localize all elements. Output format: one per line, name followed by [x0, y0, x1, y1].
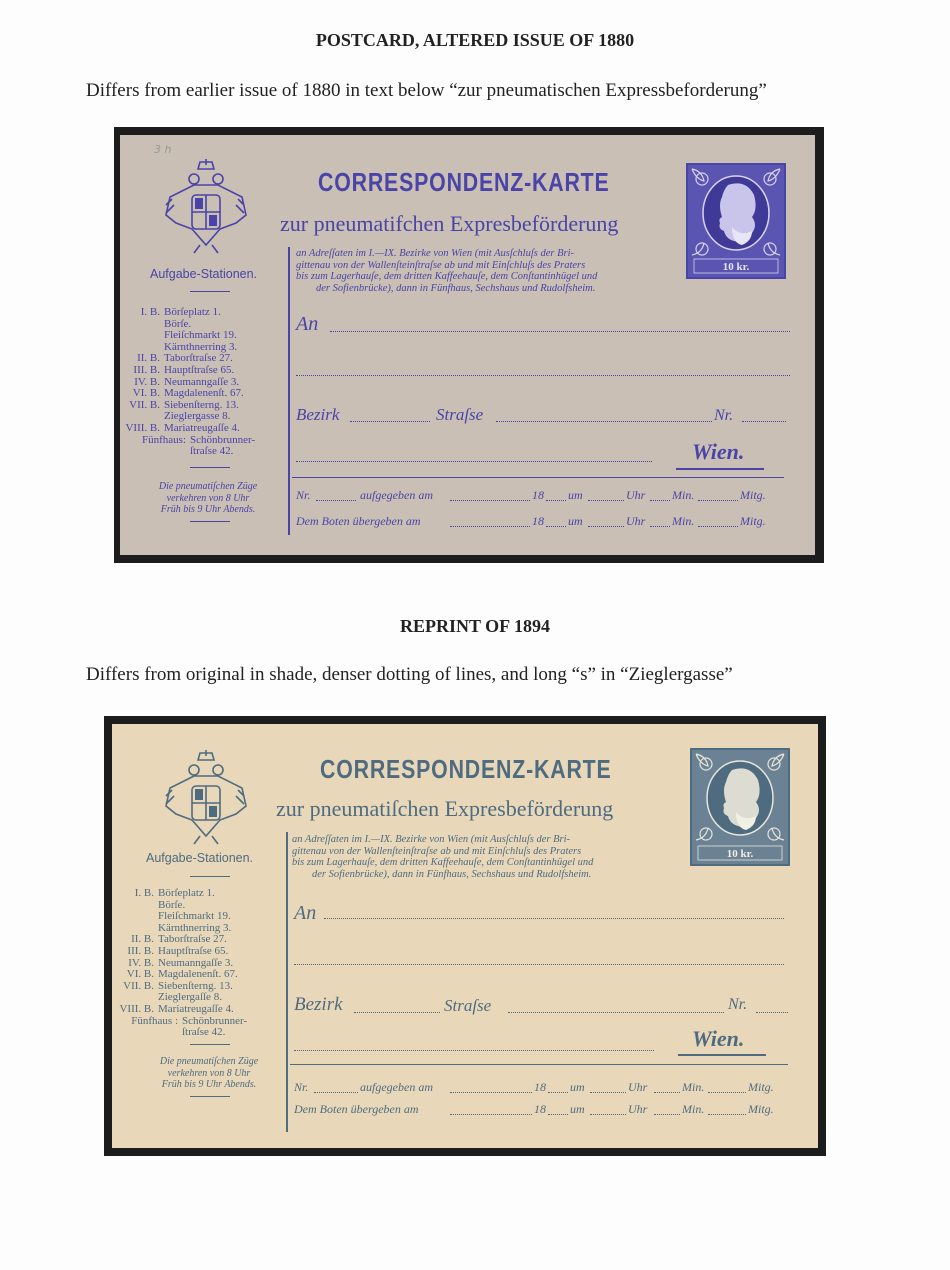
page-title: POSTCARD, ALTERED ISSUE OF 1880 [315, 30, 635, 50]
schedule-note: Die pneumatiſchen Züge verkehren von 8 Uhr Früh bis 9 Uhr Abends. [159, 1056, 259, 1090]
row2-line [708, 1114, 746, 1115]
stations-list [114, 888, 247, 1039]
row2-boten: Dem Boten übergeben am [296, 514, 421, 528]
station-row: Fünfhaus : Schönbrunner- [131, 1014, 248, 1027]
franz-joseph-portrait-icon [688, 165, 784, 277]
row1-line [650, 500, 670, 501]
station-row: I. B. Börſeplatz 1. [140, 306, 221, 318]
card-heading: CORRESPONDENZ-KARTE [318, 167, 610, 197]
address-line [324, 918, 784, 919]
station-row: III. B. Hauptſtraſse 65. [133, 363, 235, 376]
station-row: Kärnthnerring 3. [164, 340, 238, 353]
wien-underline [676, 468, 764, 470]
divider [190, 291, 230, 292]
divider [190, 1044, 230, 1045]
row1-line [314, 1092, 358, 1093]
row1-line [590, 1092, 626, 1093]
row2-line [450, 526, 530, 527]
row2-mitg: Mitg. [748, 1102, 774, 1116]
postcard-reprint [112, 724, 818, 1148]
station-row: Fleiſchmarkt 19. [158, 910, 231, 923]
reprint-description: Differs from original in shade, denser dotting of lines, and long “s” in “Zieglergasse” [86, 664, 733, 685]
vertical-rule [286, 832, 288, 1132]
row2-line [588, 526, 624, 527]
station-row: I. B. Börſeplatz 1. [134, 887, 215, 899]
double-eagle-icon [162, 748, 250, 846]
row1-um: um [568, 488, 583, 502]
station-row: VIII. B. Mariatreugaſſe 4. [119, 1002, 234, 1015]
row1-line [654, 1092, 680, 1093]
row2-line [546, 526, 566, 527]
row1-um: um [570, 1080, 585, 1094]
row1-year: 18 [532, 488, 544, 502]
double-eagle-icon [162, 157, 250, 255]
row2-line [654, 1114, 680, 1115]
schedule-note: Die pneumatiſchen Züge verkehren von 8 Uhr Früh bis 9 Uhr Abends. [158, 481, 258, 515]
station-row: VII. B. Siebenſterng. 13. [123, 979, 233, 992]
row1-line [548, 1092, 568, 1093]
row1-uhr: Uhr [628, 1080, 648, 1094]
row2-line [590, 1114, 626, 1115]
row1-nr: Nr. [294, 1080, 309, 1094]
row1-aufgegeben: aufgegeben am [360, 488, 433, 502]
station-row: II. B. Taborſtraſse 27. [137, 352, 233, 365]
station-row: VIII. B. Mariatreugaſſe 4. [125, 421, 240, 434]
row1-mitg: Mitg. [740, 488, 766, 502]
strasse-label: Straſse [444, 996, 492, 1015]
nr-line [756, 1012, 788, 1013]
station-row: Kärnthnerring 3. [158, 921, 232, 934]
stamp [690, 748, 790, 866]
row2-um: um [568, 514, 583, 528]
stations-title: Aufgabe-Stationen. [150, 267, 258, 281]
row2-line [650, 526, 670, 527]
row1-min: Min. [672, 488, 695, 502]
address-line [296, 375, 790, 376]
city-line [296, 461, 652, 462]
row2-line [698, 526, 738, 527]
row1-line [546, 500, 566, 501]
divider [190, 876, 230, 877]
stamp-value: 10 kr. [722, 261, 750, 273]
strasse-line [508, 1012, 724, 1013]
station-row: Fünfhaus: Schönbrunner- [142, 433, 256, 446]
row2-year: 18 [534, 1102, 546, 1116]
row1-min: Min. [682, 1080, 705, 1094]
pencil-mark: 3 h [154, 143, 172, 156]
divider [190, 1096, 230, 1097]
row1-aufgegeben: aufgegeben am [360, 1080, 433, 1094]
strasse-line [496, 421, 712, 422]
row2-line [450, 1114, 532, 1115]
row1-line [450, 1092, 532, 1093]
bezirk-line [354, 1012, 440, 1013]
an-label: An [296, 313, 319, 335]
row2-min: Min. [672, 514, 695, 528]
card-subheading: zur pneumatiſchen Expresbeförderung [276, 796, 614, 821]
row2-min: Min. [682, 1102, 705, 1116]
row1-line [588, 500, 624, 501]
address-line [330, 331, 790, 332]
wien-underline [678, 1054, 766, 1056]
stamp [686, 163, 786, 279]
form-rule [290, 1064, 788, 1065]
row1-line [708, 1092, 746, 1093]
an-label: An [294, 902, 317, 924]
row2-year: 18 [532, 514, 544, 528]
franz-joseph-portrait-icon [692, 750, 788, 864]
station-row: ſtraſse 42. [182, 1026, 226, 1039]
strasse-label: Straſse [436, 405, 484, 424]
nr-label: Nr. [728, 996, 748, 1013]
stamp-value: 10 kr. [726, 848, 754, 860]
address-line [294, 964, 784, 965]
row2-uhr: Uhr [626, 514, 646, 528]
row2-line [548, 1114, 568, 1115]
station-row: Börſe. [164, 317, 192, 330]
row1-year: 18 [534, 1080, 546, 1094]
station-row: Fleiſchmarkt 19. [164, 329, 237, 342]
station-row: VI. B. Magdalenenſt. 67. [126, 968, 238, 981]
stations-title: Aufgabe-Stationen. [146, 851, 254, 865]
station-row: VII. B. Siebenſterng. 13. [129, 398, 239, 411]
row1-nr: Nr. [296, 488, 311, 502]
wien-label: Wien. [692, 439, 745, 464]
divider [190, 467, 230, 468]
row2-um: um [570, 1102, 585, 1116]
form-rule [292, 477, 784, 478]
row1-mitg: Mitg. [748, 1080, 774, 1094]
delivery-instructions: an Adreſſaten im I.—IX. Bezirke von Wien (mit Ausſchluſs der Bri- gittenau von der Wallenſteinſtraſse ab und mit Einſchluſs des Praters bis zum Lagerhauſe, dem dritten Kaffeehauſe, dem Conſtantinhügel und der Sofienbrücke), dann in Fünfhaus, Sechshaus und Rudolfsheim. [296, 248, 598, 294]
station-row: IV. B. Neumanngaſſe 3. [128, 956, 234, 969]
card-subheading: zur pneumatifchen Expresbeförderung [280, 211, 619, 236]
postcard-original [120, 135, 815, 555]
row1-line [316, 500, 356, 501]
vertical-rule [288, 247, 290, 535]
card-heading: CORRESPONDENZ-KARTE [320, 754, 612, 784]
row1-line [698, 500, 738, 501]
row2-mitg: Mitg. [740, 514, 766, 528]
station-row: Zieglergaſſe 8. [158, 991, 222, 1004]
row2-boten: Dem Boten übergeben am [294, 1102, 419, 1116]
bezirk-label: Bezirk [296, 405, 340, 424]
stations-list [120, 307, 255, 458]
station-row: III. B. Hauptſtraſse 65. [127, 944, 229, 957]
nr-label: Nr. [714, 407, 734, 424]
divider [190, 521, 230, 522]
bezirk-label: Bezirk [294, 994, 343, 1015]
station-row: Börſe. [158, 898, 186, 911]
wien-label: Wien. [692, 1026, 745, 1051]
station-row: Zieglergasse 8. [164, 410, 231, 423]
reprint-title: REPRINT OF 1894 [399, 616, 550, 636]
row2-uhr: Uhr [628, 1102, 648, 1116]
page-description: Differs from earlier issue of 1880 in text below “zur pneumatischen Expressbeforderung” [86, 80, 767, 101]
station-row: VI. B. Magdalenenſt. 67. [132, 387, 244, 400]
station-row: IV. B. Neumanngaſſe 3. [134, 375, 240, 388]
bezirk-line [350, 421, 430, 422]
station-row: ſtraſse 42. [190, 445, 234, 458]
city-line [294, 1050, 654, 1051]
delivery-instructions: an Adreſſaten im I.—IX. Bezirke von Wien (mit Ausſchluſs der Bri- gittenau von der Wallenſteinſtraſse ab und mit Einſchluſs des Praters bis zum Lagerhauſe, dem dritten Kaffeehauſe, dem Conſtantinhügel und der Sofienbrücke), dann in Fünfhaus, Sechshaus und Rudolfsheim. [292, 834, 594, 880]
row1-line [450, 500, 530, 501]
row1-uhr: Uhr [626, 488, 646, 502]
nr-line [742, 421, 786, 422]
station-row: II. B. Taborſtraſse 27. [131, 933, 227, 946]
